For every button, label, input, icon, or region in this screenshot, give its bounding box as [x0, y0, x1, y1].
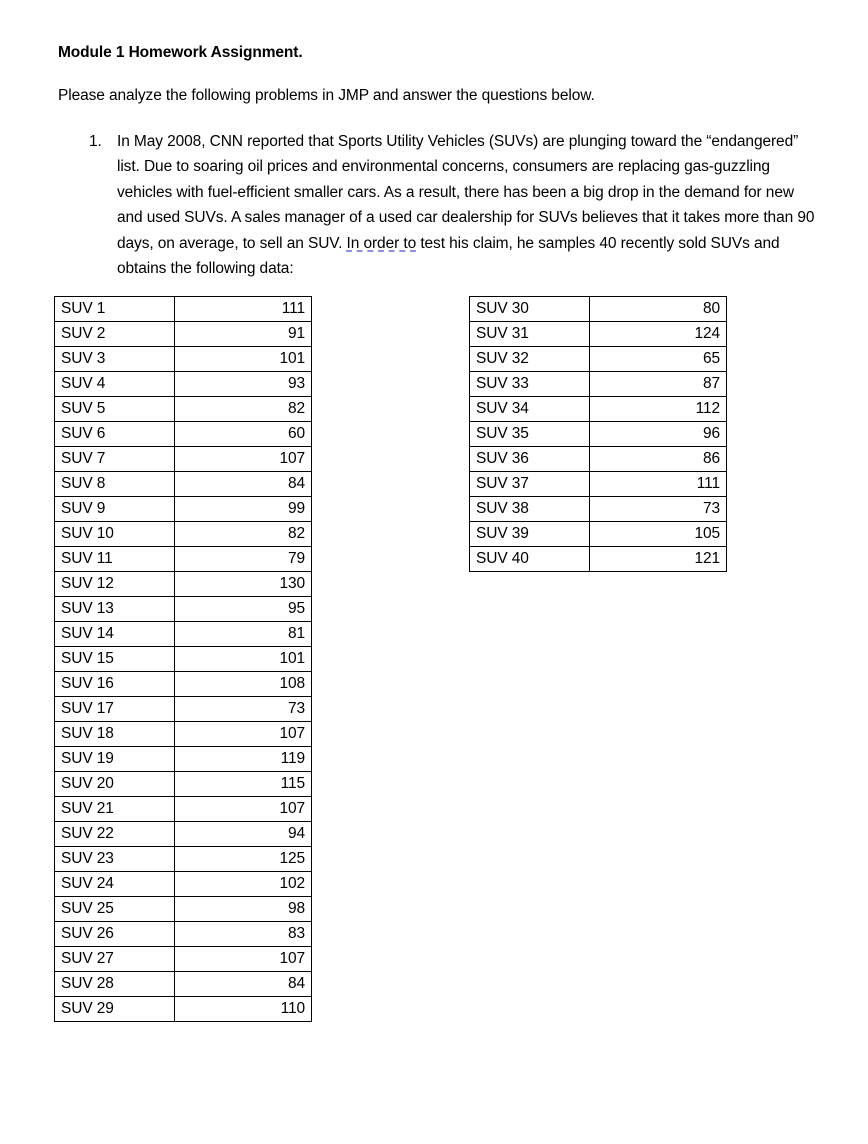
suv-label-cell: SUV 9 [55, 497, 175, 522]
days-to-sell-cell: 121 [590, 547, 727, 572]
suv-label-cell: SUV 3 [55, 347, 175, 372]
table-row [55, 947, 312, 972]
suv-label-cell: SUV 40 [470, 547, 590, 572]
suv-label-cell: SUV 36 [470, 447, 590, 472]
days-to-sell-cell: 119 [175, 747, 312, 772]
days-to-sell-cell: 82 [175, 522, 312, 547]
table-row [470, 372, 727, 397]
suv-label-cell: SUV 35 [470, 422, 590, 447]
table-row [470, 522, 727, 547]
table-row [55, 847, 312, 872]
suv-label-cell: SUV 16 [55, 672, 175, 697]
table-row [55, 772, 312, 797]
days-to-sell-cell: 107 [175, 947, 312, 972]
days-to-sell-cell: 110 [175, 997, 312, 1022]
days-to-sell-cell: 94 [175, 822, 312, 847]
suv-label-cell: SUV 17 [55, 697, 175, 722]
table-row [55, 347, 312, 372]
suv-label-cell: SUV 15 [55, 647, 175, 672]
page-title: Module 1 Homework Assignment. [58, 44, 303, 61]
suv-label-cell: SUV 22 [55, 822, 175, 847]
suv-label-cell: SUV 37 [470, 472, 590, 497]
table-row [55, 697, 312, 722]
days-to-sell-cell: 108 [175, 672, 312, 697]
days-to-sell-cell: 91 [175, 322, 312, 347]
days-to-sell-cell: 107 [175, 797, 312, 822]
days-to-sell-cell: 107 [175, 722, 312, 747]
table-row [55, 897, 312, 922]
table-row [55, 722, 312, 747]
table-row [55, 397, 312, 422]
days-to-sell-cell: 124 [590, 322, 727, 347]
suv-label-cell: SUV 38 [470, 497, 590, 522]
suv-label-cell: SUV 26 [55, 922, 175, 947]
suv-label-cell: SUV 10 [55, 522, 175, 547]
table-row [55, 297, 312, 322]
days-to-sell-cell: 101 [175, 347, 312, 372]
suv-label-cell: SUV 14 [55, 622, 175, 647]
table-row [470, 347, 727, 372]
table-row [470, 472, 727, 497]
days-to-sell-cell: 125 [175, 847, 312, 872]
days-to-sell-cell: 84 [175, 472, 312, 497]
table-row [55, 647, 312, 672]
suv-days-table-left [54, 296, 312, 1022]
suv-label-cell: SUV 24 [55, 872, 175, 897]
table-row [55, 572, 312, 597]
suv-days-table-right [469, 296, 727, 572]
days-to-sell-cell: 105 [590, 522, 727, 547]
problem-text-start: In May 2008, CNN reported that Sports Utility Vehicles (SUVs) are plunging toward the “endangered” list. Due to soaring oil prices and environmental concerns, consumers are replacing gas-guzzling vehicles with fuel-efficient smaller cars. As a result, there has been a big drop in the demand for new and used SUVs. A sales manager of a used car dealership for SUVs believes that it takes more than 90 days, on average, to sell an SUV. [117, 133, 815, 252]
suv-label-cell: SUV 28 [55, 972, 175, 997]
table-row [55, 472, 312, 497]
suv-label-cell: SUV 39 [470, 522, 590, 547]
days-to-sell-cell: 83 [175, 922, 312, 947]
days-to-sell-cell: 111 [175, 297, 312, 322]
suv-label-cell: SUV 27 [55, 947, 175, 972]
days-to-sell-cell: 107 [175, 447, 312, 472]
grammar-flagged-phrase[interactable]: In order to [346, 234, 417, 252]
suv-label-cell: SUV 34 [470, 397, 590, 422]
intro-paragraph: Please analyze the following problems in JMP and answer the questions below. [58, 87, 595, 104]
table-row [55, 922, 312, 947]
suv-label-cell: SUV 11 [55, 547, 175, 572]
suv-label-cell: SUV 20 [55, 772, 175, 797]
days-to-sell-cell: 73 [590, 497, 727, 522]
days-to-sell-cell: 73 [175, 697, 312, 722]
days-to-sell-cell: 87 [590, 372, 727, 397]
table-row [55, 422, 312, 447]
table-row [55, 547, 312, 572]
days-to-sell-cell: 102 [175, 872, 312, 897]
days-to-sell-cell: 96 [590, 422, 727, 447]
days-to-sell-cell: 95 [175, 597, 312, 622]
days-to-sell-cell: 80 [590, 297, 727, 322]
days-to-sell-cell: 81 [175, 622, 312, 647]
table-row [55, 522, 312, 547]
suv-label-cell: SUV 4 [55, 372, 175, 397]
suv-label-cell: SUV 23 [55, 847, 175, 872]
table-row [55, 372, 312, 397]
days-to-sell-cell: 115 [175, 772, 312, 797]
problem-number: 1. [89, 133, 102, 150]
suv-label-cell: SUV 31 [470, 322, 590, 347]
table-row [55, 997, 312, 1022]
days-to-sell-cell: 111 [590, 472, 727, 497]
suv-label-cell: SUV 7 [55, 447, 175, 472]
table-row [470, 297, 727, 322]
table-row [55, 747, 312, 772]
days-to-sell-cell: 86 [590, 447, 727, 472]
days-to-sell-cell: 93 [175, 372, 312, 397]
problem-text-end: test his claim, he samples 40 recently sold SUVs and obtains the following data: [117, 234, 780, 278]
suv-label-cell: SUV 1 [55, 297, 175, 322]
suv-label-cell: SUV 2 [55, 322, 175, 347]
days-to-sell-cell: 112 [590, 397, 727, 422]
days-to-sell-cell: 82 [175, 397, 312, 422]
table-row [55, 447, 312, 472]
suv-label-cell: SUV 12 [55, 572, 175, 597]
table-row [470, 547, 727, 572]
table-row [470, 447, 727, 472]
table-row [55, 872, 312, 897]
days-to-sell-cell: 60 [175, 422, 312, 447]
suv-label-cell: SUV 32 [470, 347, 590, 372]
days-to-sell-cell: 65 [590, 347, 727, 372]
table-row [55, 972, 312, 997]
suv-label-cell: SUV 6 [55, 422, 175, 447]
suv-label-cell: SUV 8 [55, 472, 175, 497]
days-to-sell-cell: 79 [175, 547, 312, 572]
table-row [55, 597, 312, 622]
days-to-sell-cell: 99 [175, 497, 312, 522]
days-to-sell-cell: 98 [175, 897, 312, 922]
days-to-sell-cell: 84 [175, 972, 312, 997]
problem-1 [89, 129, 819, 281]
table-row [470, 422, 727, 447]
suv-label-cell: SUV 25 [55, 897, 175, 922]
table-row [55, 822, 312, 847]
days-to-sell-cell: 130 [175, 572, 312, 597]
table-row [470, 397, 727, 422]
table-row [55, 622, 312, 647]
suv-label-cell: SUV 33 [470, 372, 590, 397]
suv-label-cell: SUV 21 [55, 797, 175, 822]
table-row [470, 497, 727, 522]
table-row [55, 497, 312, 522]
table-row [470, 322, 727, 347]
suv-label-cell: SUV 30 [470, 297, 590, 322]
suv-label-cell: SUV 29 [55, 997, 175, 1022]
suv-label-cell: SUV 19 [55, 747, 175, 772]
problem-text [117, 129, 819, 281]
days-to-sell-cell: 101 [175, 647, 312, 672]
table-row [55, 797, 312, 822]
suv-label-cell: SUV 5 [55, 397, 175, 422]
table-row [55, 322, 312, 347]
table-row [55, 672, 312, 697]
suv-label-cell: SUV 18 [55, 722, 175, 747]
suv-label-cell: SUV 13 [55, 597, 175, 622]
